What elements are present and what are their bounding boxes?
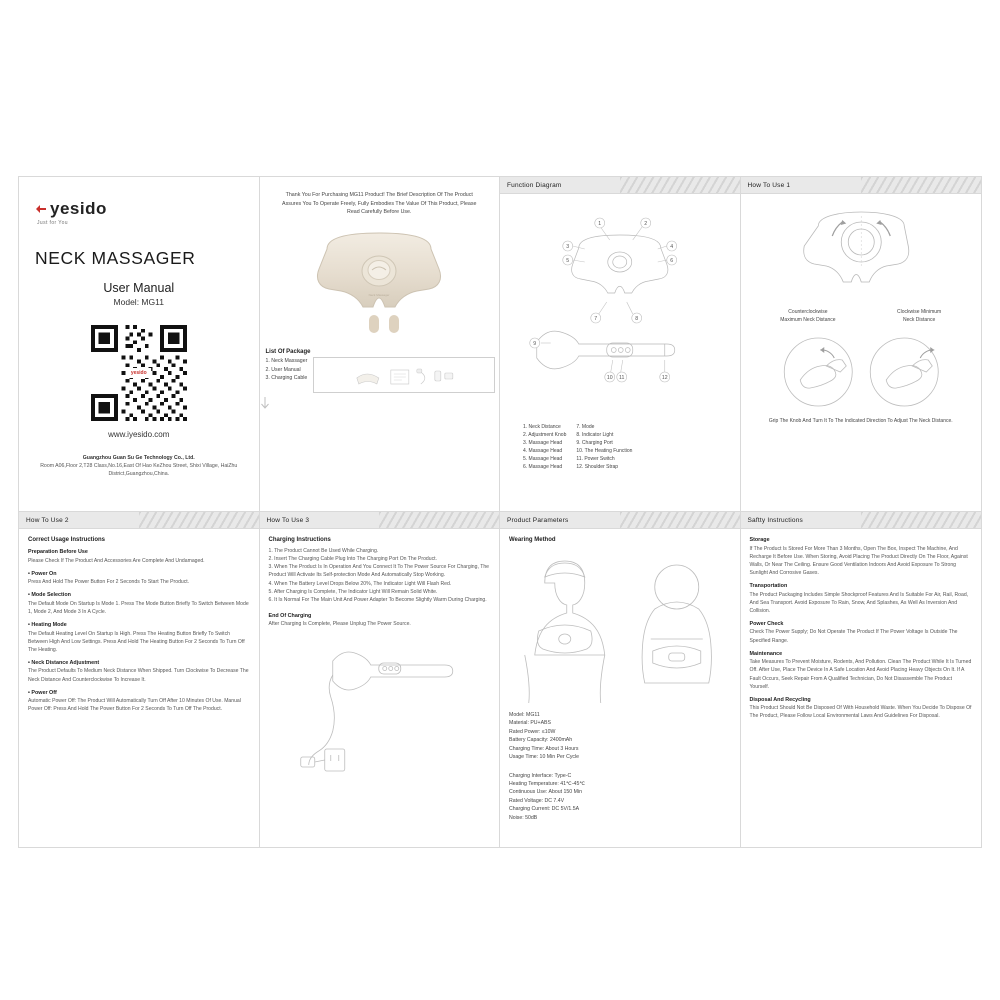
header-stripes	[620, 512, 740, 528]
panel-product-parameters	[500, 512, 741, 847]
legend-item: 6. Massage Head	[523, 464, 563, 471]
panel-header-function-diagram	[500, 177, 740, 194]
subsection-title: • Heating Mode	[28, 622, 67, 629]
panel-header-product-parameters	[500, 512, 740, 529]
legend-item: 8. Indicator Light	[576, 432, 614, 439]
cw-line2: Neck Distance	[903, 316, 936, 323]
package-item: 1. Neck Massager	[265, 358, 308, 365]
fold-arrow-icon	[260, 397, 270, 411]
svg-text:5: 5	[566, 258, 570, 264]
brand-name: yesido	[50, 199, 107, 218]
product-photo	[289, 223, 469, 343]
safety-section-title: Maintenance	[749, 650, 783, 657]
qr-code	[91, 325, 187, 421]
legend-column-left	[523, 423, 566, 472]
end-of-charging-title: End Of Charging	[268, 612, 312, 619]
svg-text:12: 12	[661, 375, 668, 381]
safety-section-body: Check The Power Supply; Do Not Operate The Product If The Power Voltage Is Outside The Specified Range.	[749, 629, 958, 644]
safety-section-title: Power Check	[749, 620, 784, 627]
ccw-line1: Counterclockwise	[788, 309, 828, 315]
brand-logo	[35, 199, 249, 226]
function-diagram-legend	[509, 423, 731, 472]
svg-text:7: 7	[594, 316, 598, 322]
cover-subtitle: User Manual	[103, 281, 175, 295]
spec-item: Battery Capacity: 2400mAh	[509, 737, 573, 744]
cw-line1: Clockwise Minimum	[897, 309, 942, 315]
legend-item: 3. Massage Head	[523, 440, 563, 447]
subsection-body: The Default Mode On Startup Is Mode 1. Press The Mode Button Briefly To Switch Between Mode 1, Mode 2, And Mode 3 In A Cycle.	[28, 600, 249, 615]
subsection-body: Please Check If The Product And Accessories Are Complete And Undamaged.	[28, 557, 205, 564]
section-title: Correct Usage Instructions	[28, 537, 106, 543]
safety-section-body: The Product Packaging Includes Simple Shockproof Features And Is Suitable For Air, Rail, Road, And Sea Transport. Avoid Exposure To Rain, Snow, And Splashes, As Well As Inversion And Collision.	[749, 591, 969, 614]
subsection-body: The Default Heating Level On Startup Is High. Press The Heating Button Briefly To Switch Between High And Low Settings. Press And Hold The Heating Button For 2 Seconds To Turn Off The Heating.	[28, 630, 245, 653]
function-diagram-illustration	[509, 202, 731, 417]
safety-section-body: If The Product Is Stored For More Than 3 Months, Open The Box, Inspect The Machine, And Recharge It Before Use. When Storing, Avoid Placing The Product Directly On The Floor, Against Walls, Or Near The Ceiling. Ensure Good Ventilation Indoors And Avoid Exposure To Strong Sunlight And Corrosive Gases.	[749, 545, 968, 576]
panel-safety-instructions	[741, 512, 982, 847]
wearing-method-illustration	[509, 547, 731, 707]
company-address	[29, 455, 249, 478]
clockwise-label	[897, 309, 941, 324]
charging-step: 1. The Product Cannot Be Used While Charging.	[268, 548, 379, 554]
panel-intro	[260, 177, 501, 512]
company-name: Guangzhou Guan Su Ge Technology Co., Ltd.	[82, 455, 195, 461]
knob-direction-labels	[750, 309, 973, 324]
legend-item: 9. Charging Port	[576, 440, 613, 447]
subsection-title: • Power On	[28, 570, 57, 577]
charging-step: 4. When The Battery Level Drops Below 20%, The Indicator Light Will Flash Red.	[268, 580, 452, 587]
package-list-title: List Of Package	[265, 349, 311, 356]
panel-cover	[19, 177, 260, 512]
panel-how-to-use-3	[260, 512, 501, 847]
ccw-line2: Maximum Neck Distance	[780, 316, 836, 323]
intro-text: Thank You For Purchasing MG11 Product! The Brief Description Of The Product Assures You To Operate Freely, Fully Embodies The Value Of This Product, Please Read Carefully Before Use.	[282, 192, 477, 216]
legend-item: 11. Power Switch	[576, 456, 615, 463]
brand-tagline: Just for You	[37, 220, 68, 226]
spec-item: Rated Voltage: DC 7.4V	[509, 797, 565, 804]
page-title: NECK MASSAGER	[35, 248, 196, 268]
panel-header-label: Product Parameters	[507, 516, 569, 524]
website-url: www.iyesido.com	[108, 430, 170, 439]
qr-center-badge: yesido	[127, 368, 151, 378]
knob-adjustment-illustration	[750, 202, 973, 307]
svg-text:4: 4	[670, 244, 674, 250]
subsection-body: Press And Hold The Power Button For 2 Seconds To Start The Product.	[28, 579, 190, 586]
panel-how-to-use-2	[19, 512, 260, 847]
header-stripes	[620, 177, 740, 193]
specs-block-1	[509, 711, 731, 762]
svg-text:Neck Massager: Neck Massager	[368, 293, 390, 298]
subsection-title: • Neck Distance Adjustment	[28, 659, 100, 666]
subsection-title: Preparation Before Use	[28, 549, 88, 555]
svg-text:8: 8	[635, 316, 639, 322]
legend-item: 1. Neck Distance	[523, 424, 561, 430]
cover-model: Model: MG11	[113, 297, 164, 307]
spec-item: Rated Power: ≤10W	[509, 728, 556, 735]
header-stripes	[861, 512, 981, 528]
subsection-body: The Product Defaults To Medium Neck Distance When Shipped. Turn Clockwise To Decrease The Neck Distance And Counterclockwise To Increase It.	[28, 668, 249, 683]
grip-knob-illustration	[750, 332, 973, 414]
header-stripes	[861, 177, 981, 193]
panel-header-label: Function Diagram	[507, 181, 562, 189]
legend-item: 2. Adjustment Knob	[523, 432, 567, 439]
how-to-use-1-caption: Grip The Knob And Turn It To The Indicated Direction To Adjust The Neck Distance.	[768, 418, 953, 424]
legend-item: 7. Mode	[576, 424, 595, 430]
safety-section-body: Take Measures To Prevent Moisture, Rodents, And Pollution. Clean The Product While It Is Turned Off. After Use, Place The Device In A Safe Location And Avoid Placing Heavy Objects On It. If A Fault Occurs, Seek Repair From A Qualified Technician, Do Not Disassemble The Product Yourself.	[749, 659, 972, 690]
panel-header-label: How To Use 3	[266, 516, 310, 524]
panel-header-label: How To Use 2	[26, 516, 69, 524]
safety-section-title: Storage	[749, 537, 770, 543]
company-street: Room A06,Floor 2,T28 Class,No.16,East Of Hao KeZhou Street, Shixi Village, HaiZhu District,Guangzhou,China.	[40, 462, 238, 477]
svg-text:2: 2	[644, 221, 648, 227]
spec-item: Continuous Use: About 150 Min	[509, 789, 582, 796]
package-items	[266, 357, 308, 382]
spec-item: Material: PU+ABS	[509, 720, 551, 727]
panel-header-label: How To Use 1	[747, 181, 791, 189]
legend-item: 5. Massage Head	[523, 456, 563, 463]
panel-header-label: Saftty Instructions	[747, 516, 803, 524]
charging-illustration	[269, 637, 491, 782]
spec-item: Usage Time: 10 Min Per Cycle	[509, 754, 580, 761]
charging-step: 5. After Charging Is Complete, The Indicator Light Will Remain Solid White.	[268, 588, 438, 595]
panel-header-how-to-use-2	[19, 512, 259, 529]
spec-item: Charging Interface: Type-C	[509, 772, 572, 779]
yesido-mark-icon	[35, 203, 47, 215]
section-title: Charging Instructions	[268, 537, 331, 543]
subsection-body: Automatic Power Off: The Product Will Automatically Turn Off After 10 Minutes Of Use. Manual Power Off: Press And Hold The Power Button For 2 Seconds To Turn Off The Product.	[28, 698, 241, 713]
svg-text:3: 3	[566, 244, 570, 250]
panel-header-safety	[741, 512, 982, 529]
counterclockwise-label	[780, 309, 835, 324]
svg-text:9: 9	[533, 341, 537, 347]
legend-item: 10. The Heating Function	[576, 448, 633, 455]
svg-text:6: 6	[670, 258, 674, 264]
spec-item: Model: MG11	[509, 712, 540, 718]
package-item: 3. Charging Cable	[265, 374, 308, 381]
panel-function-diagram	[500, 177, 741, 512]
subsection-title: • Mode Selection	[28, 592, 71, 599]
panel-header-how-to-use-1	[741, 177, 982, 194]
spec-item: Charging Time: About 3 Hours	[509, 745, 579, 752]
svg-text:10: 10	[606, 375, 613, 381]
subsection-title: • Power Off	[28, 689, 57, 696]
safety-section-body: This Product Should Not Be Disposed Of With Household Waste. When You Decide To Dispose Of The Product, Please Follow Local Environmental Laws And Guidelines For Disposal.	[749, 705, 972, 720]
spec-item: Charging Current: DC 5V/1.5A	[509, 806, 580, 813]
svg-text:11: 11	[619, 375, 625, 381]
header-stripes	[379, 512, 499, 528]
package-item: 2. User Manual	[265, 366, 301, 373]
wearing-method-title: Wearing Method	[509, 537, 556, 543]
svg-text:1: 1	[598, 221, 602, 227]
end-of-charging-body: After Charging Is Complete, Please Unplug The Power Source.	[268, 621, 411, 628]
header-stripes	[139, 512, 259, 528]
spec-item: Noise: 50dB	[509, 814, 538, 821]
panel-how-to-use-1	[741, 177, 982, 512]
spec-item: Heating Temperature: 41℃-45℃	[509, 780, 586, 787]
charging-step: 3. When The Product Is In Operation And You Connect It To The Power Source For Charging, The Product Will Activate Its Self-protection Mode And Automatically Stop Working.	[268, 564, 489, 579]
charging-step: 6. It Is Normal For The Main Unit And Power Adapter To Become Slightly Warm During Charging.	[268, 596, 487, 603]
package-list-row	[260, 357, 500, 393]
safety-section-title: Disposal And Recycling	[749, 696, 811, 703]
legend-item: 12. Shoulder Strap	[576, 464, 619, 471]
panel-header-how-to-use-3	[260, 512, 500, 529]
specs-block-2	[509, 772, 731, 823]
manual-sheet	[18, 176, 982, 848]
legend-item: 4. Massage Head	[523, 448, 563, 455]
safety-section-title: Transportation	[749, 583, 788, 590]
charging-step: 2. Insert The Charging Cable Plug Into The Charging Port On The Product.	[268, 556, 437, 563]
package-contents-illustration	[313, 357, 495, 393]
legend-column-right	[576, 423, 632, 472]
package-items-icon	[314, 358, 494, 392]
